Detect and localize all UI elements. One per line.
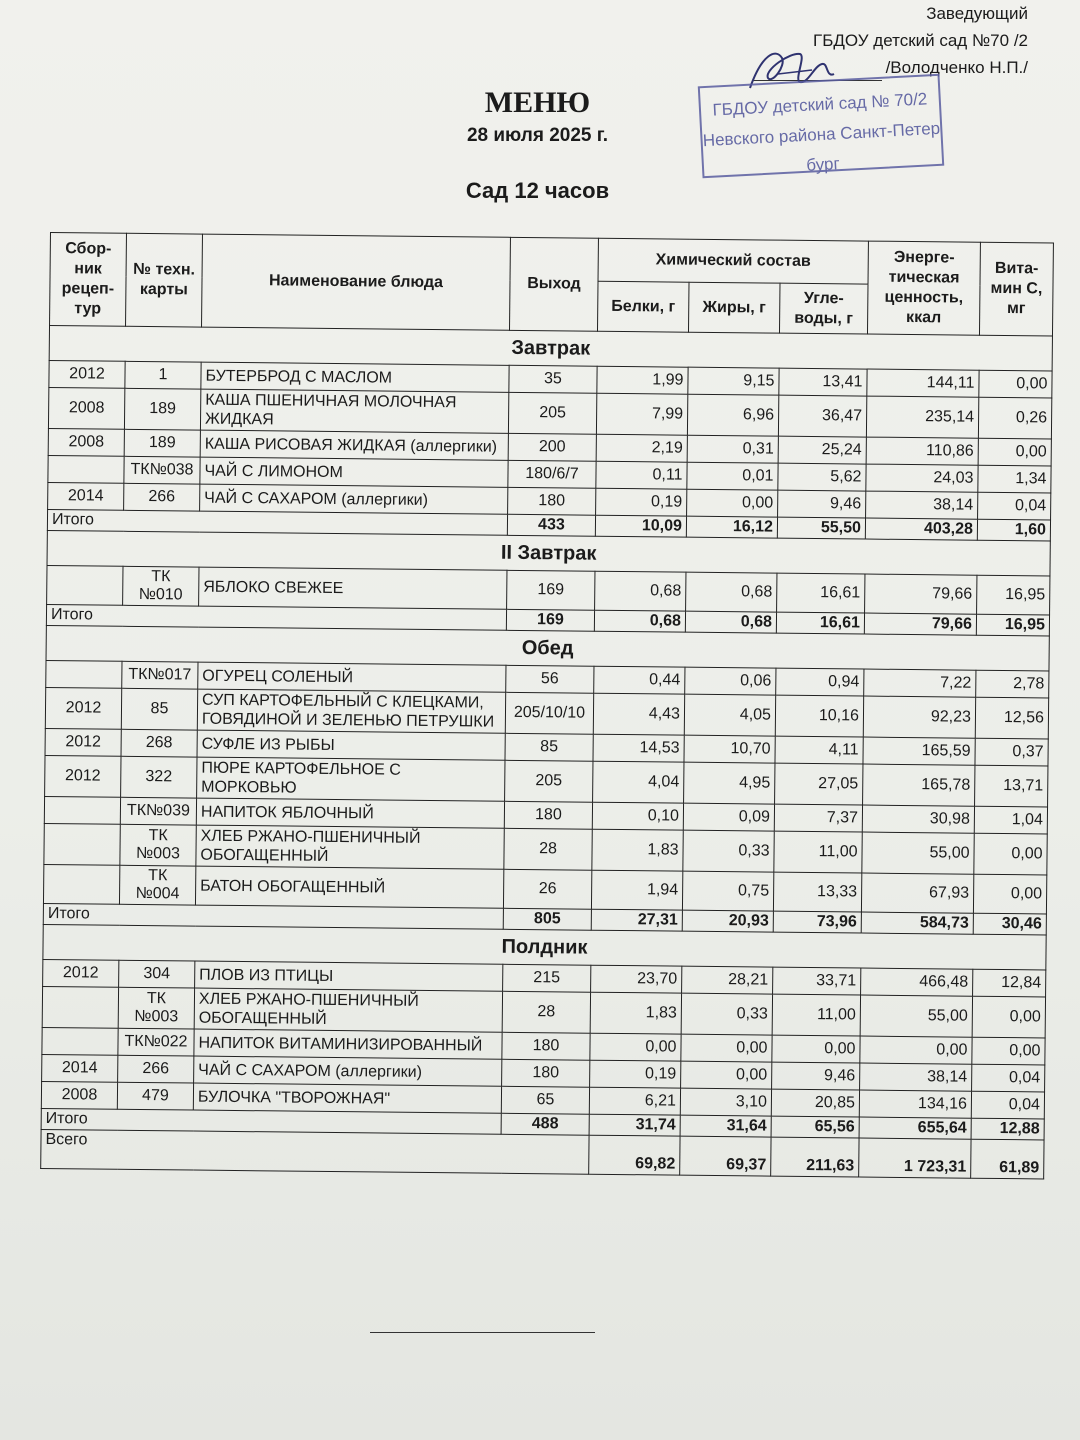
cell-yield: 35 [509,365,597,393]
total-vitc: 1,60 [977,519,1050,541]
col-header-yield: Выход [509,237,598,331]
grand-total-carbs: 211,63 [771,1137,859,1177]
total-vitc: 12,88 [971,1118,1044,1140]
cell-energy: 79,66 [865,574,977,614]
cell-vitc: 0,00 [972,996,1045,1038]
cell-vitc: 0,37 [975,738,1048,766]
cell-collection [44,796,120,824]
cell-carbs: 7,37 [774,804,862,832]
cell-dish: БУТЕРБРОД С МАСЛОМ [201,362,509,392]
cell-dish: СУП КАРТОФЕЛЬНЫЙ С КЛЕЦКАМИ, ГОВЯДИНОЙ И ЗЕЛЕНЬЮ ПЕТРУШКИ [197,689,505,733]
total-label: Итого [46,604,506,630]
cell-carbs: 9,46 [772,1062,860,1090]
cell-energy: 38,14 [866,491,978,519]
cell-card: 479 [117,1082,193,1110]
cell-fat: 0,06 [685,667,776,695]
cell-vitc: 16,95 [977,575,1050,615]
cell-carbs: 11,00 [774,831,862,873]
cell-carbs: 4,11 [775,736,863,764]
cell-card: 189 [124,388,200,430]
cell-fat: 9,15 [688,367,779,395]
total-fat: 31,64 [680,1115,771,1137]
cell-carbs: 5,62 [778,463,866,491]
cell-vitc: 0,26 [978,397,1051,439]
cell-card: 268 [121,729,197,757]
cell-collection: 2012 [45,755,121,797]
cell-vitc: 1,34 [978,465,1051,493]
cell-yield: 180/6/7 [508,460,596,488]
stamp-line-1: ГБДОУ детский сад № 70/2 [712,89,928,120]
total-fat: 16,12 [686,516,777,538]
cell-energy: 92,23 [863,696,975,738]
cell-yield: 169 [507,570,595,610]
cell-fat: 28,21 [682,966,773,994]
cell-energy: 7,22 [864,669,976,697]
section-title: Полдник [43,924,1046,970]
cell-protein: 0,11 [596,461,687,489]
cell-yield: 28 [502,991,590,1033]
menu-table [40,232,1054,1179]
total-yield: 488 [501,1113,589,1135]
cell-protein: 7,99 [596,393,687,435]
cell-vitc: 12,56 [975,697,1048,739]
cell-yield: 200 [508,433,596,461]
cell-dish: ЧАЙ С САХАРОМ (аллергики) [194,1056,502,1086]
cell-protein: 4,04 [593,761,684,803]
cell-vitc: 0,00 [974,833,1047,875]
cell-card: 189 [124,429,200,457]
cell-dish: БАТОН ОБОГАЩЕННЫЙ [195,866,503,908]
cell-yield: 205 [508,392,596,434]
cell-carbs: 10,16 [775,695,863,737]
cell-collection [44,823,120,865]
cell-card: 1 [125,361,201,389]
cell-protein: 0,10 [592,802,683,830]
cell-card: 266 [118,1055,194,1083]
cell-collection [42,1027,118,1055]
cell-yield: 205/10/10 [505,692,593,734]
cell-collection: 2012 [45,728,121,756]
cell-dish: ЧАЙ С ЛИМОНОМ [200,457,508,487]
cell-carbs: 13,41 [779,368,867,396]
cell-dish: БУЛОЧКА "ТВОРОЖНАЯ" [193,1083,501,1113]
cell-yield: 215 [503,964,591,992]
total-label: Итого [43,903,503,929]
total-carbs: 65,56 [771,1116,859,1138]
cell-protein: 14,53 [593,734,684,762]
cell-fat: 0,75 [682,871,773,911]
organization-name: ГБДОУ детский сад №70 /2 [813,31,1028,50]
col-header-dish: Наименование блюда [202,234,511,330]
cell-fat: 10,70 [684,735,775,763]
cell-vitc: 12,84 [973,969,1046,997]
cell-collection: 2014 [42,1054,118,1082]
col-header-fat: Жиры, г [688,282,780,333]
cell-energy: 0,00 [860,1036,972,1064]
total-fat: 20,93 [682,910,773,932]
cell-energy: 165,59 [863,737,975,765]
total-protein: 31,74 [589,1114,680,1136]
total-yield: 433 [507,514,595,536]
cell-fat: 0,01 [687,462,778,490]
group-name: Сад 12 часов [465,178,610,203]
cell-dish: ПЮРЕ КАРТОФЕЛЬНОЕ С МОРКОВЬЮ [197,757,505,801]
grand-total-label: Всего [41,1129,589,1174]
cell-fat: 3,10 [680,1088,771,1116]
cell-collection: 2008 [48,387,124,429]
cell-yield: 56 [506,665,594,693]
cell-vitc: 0,04 [972,1064,1045,1092]
cell-carbs: 9,46 [778,490,866,518]
cell-card: ТК №003 [118,987,194,1029]
cell-fat: 0,68 [686,572,777,612]
total-vitc: 30,46 [973,913,1046,935]
menu-date: 28 июля 2025 г. [466,125,609,146]
cell-dish: НАПИТОК ЯБЛОЧНЫЙ [196,798,504,828]
cell-fat: 4,05 [684,694,775,736]
cell-carbs: 25,24 [778,436,866,464]
cell-energy: 134,16 [859,1090,971,1118]
cell-yield: 205 [505,760,593,802]
cell-protein: 0,19 [596,488,687,516]
cell-yield: 85 [505,733,593,761]
cell-dish: ПЛОВ ИЗ ПТИЦЫ [195,961,503,991]
cell-protein: 4,43 [593,693,684,735]
cell-card: ТК №004 [119,865,195,905]
cell-collection: 2012 [49,360,125,388]
total-label: Итого [47,509,507,535]
cell-protein: 0,19 [590,1060,681,1088]
col-header-carbs: Угле-воды, г [779,283,868,334]
cell-fat: 0,00 [681,1061,772,1089]
cell-dish: КАША ПШЕНИЧНАЯ МОЛОЧНАЯ ЖИДКАЯ [200,389,508,433]
cell-carbs: 27,05 [775,763,863,805]
cell-vitc: 0,00 [973,874,1046,914]
cell-fat: 0,00 [681,1034,772,1062]
cell-protein: 1,99 [597,366,688,394]
cell-yield: 180 [502,1059,590,1087]
cell-carbs: 0,00 [772,1035,860,1063]
cell-vitc: 2,78 [976,670,1049,698]
cell-card: 304 [119,960,195,988]
total-yield: 805 [503,908,591,930]
cell-collection [42,986,118,1028]
cell-protein: 23,70 [591,965,682,993]
cell-collection: 2012 [45,687,121,729]
total-carbs: 55,50 [777,517,865,539]
section-title: II Завтрак [47,530,1050,576]
cell-dish: ХЛЕБ РЖАНО-ПШЕНИЧНЫЙ ОБОГАЩЕННЫЙ [196,825,504,869]
cell-energy: 67,93 [861,873,973,913]
cell-dish: ХЛЕБ РЖАНО-ПШЕНИЧНЫЙ ОБОГАЩЕННЫЙ [194,988,502,1032]
cell-collection: 2012 [43,959,119,987]
cell-fat: 6,96 [687,394,778,436]
cell-carbs: 11,00 [772,994,860,1036]
cell-energy: 55,00 [862,832,974,874]
total-energy: 79,66 [864,613,976,635]
section-title: Завтрак [49,326,1052,372]
total-yield: 169 [506,609,594,631]
total-protein: 0,68 [594,610,685,632]
total-energy: 655,64 [859,1117,971,1139]
total-fat: 0,68 [685,611,776,633]
cell-carbs: 36,47 [778,395,866,437]
col-header-chem: Химический состав [598,238,868,284]
approver-title: Заведующий [926,4,1028,23]
cell-vitc: 0,04 [978,492,1051,520]
cell-card: 266 [124,483,200,511]
cell-protein: 0,44 [594,666,685,694]
cell-fat: 0,33 [683,830,774,872]
cell-dish: ЧАЙ С САХАРОМ (аллергики) [200,484,508,514]
cell-card: ТК №003 [120,824,196,866]
cell-protein: 1,83 [590,992,681,1034]
cell-protein: 1,94 [591,870,682,910]
cell-fat: 0,09 [683,803,774,831]
cell-energy: 30,98 [862,805,974,833]
cell-energy: 466,48 [861,968,973,996]
cell-card: ТК №010 [123,566,199,606]
cell-carbs: 20,85 [771,1089,859,1117]
cell-protein: 0,00 [590,1033,681,1061]
cell-card: ТК№038 [124,456,200,484]
cell-card: ТК№017 [122,661,198,689]
menu-body [41,326,1053,1179]
cell-energy: 55,00 [860,995,972,1037]
total-protein: 27,31 [591,909,682,931]
cell-yield: 180 [504,801,592,829]
cell-yield: 28 [504,828,592,870]
grand-total-energy: 1 723,31 [859,1138,971,1178]
cell-collection: 2008 [41,1081,117,1109]
cell-dish: ЯБЛОКО СВЕЖЕЕ [199,567,507,609]
cell-energy: 235,14 [866,396,978,438]
cell-card: ТК№039 [120,797,196,825]
cell-fat: 4,95 [684,762,775,804]
cell-protein: 2,19 [596,434,687,462]
col-header-protein: Белки, г [597,281,689,332]
col-header-collection: Сбор-ник рецеп-тур [50,233,127,327]
footer-line [370,1332,595,1333]
approver-name: /Володченко Н.П./ [885,58,1028,77]
total-energy: 584,73 [861,912,973,934]
col-header-vitc: Вита-мин С, мг [979,242,1053,336]
cell-yield: 26 [503,869,591,909]
stamp-line-2: Невского района Санкт-Петер бург [702,118,941,175]
cell-protein: 1,83 [592,829,683,871]
cell-vitc: 0,00 [972,1037,1045,1065]
cell-vitc: 1,04 [974,806,1047,834]
cell-carbs: 16,61 [777,573,865,613]
cell-dish: ОГУРЕЦ СОЛЕНЫЙ [198,662,506,692]
cell-collection [46,660,122,688]
cell-energy: 38,14 [860,1063,972,1091]
total-vitc: 16,95 [976,614,1049,636]
total-carbs: 16,61 [776,612,864,634]
cell-carbs: 33,71 [773,967,861,995]
grand-total-vitc: 61,89 [971,1139,1044,1179]
cell-card: ТК№022 [118,1028,194,1056]
total-energy: 403,28 [865,518,977,540]
cell-carbs: 0,94 [776,668,864,696]
cell-collection: 2008 [48,428,124,456]
cell-vitc: 0,04 [971,1091,1044,1119]
grand-total-fat: 69,37 [680,1136,771,1176]
cell-dish: КАША РИСОВАЯ ЖИДКАЯ (аллергики) [200,430,508,460]
cell-card: 322 [121,756,197,798]
section-title: Обед [46,625,1049,671]
cell-collection [43,864,119,904]
col-header-energy: Энерге-тическая ценность, ккал [867,241,980,335]
cell-energy: 165,78 [863,764,975,806]
total-label: Итого [41,1108,501,1134]
cell-vitc: 0,00 [978,438,1051,466]
cell-yield: 180 [502,1032,590,1060]
cell-dish: НАПИТОК ВИТАМИНИЗИРОВАННЫЙ [194,1029,502,1059]
cell-protein: 0,68 [595,571,686,611]
cell-collection [48,455,124,483]
cell-fat: 0,33 [681,993,772,1035]
cell-collection: 2014 [48,482,124,510]
cell-yield: 65 [501,1086,589,1114]
cell-dish: СУФЛЕ ИЗ РЫБЫ [197,730,505,760]
total-carbs: 73,96 [773,911,861,933]
cell-vitc: 13,71 [975,765,1048,807]
page-title: МЕНЮ [484,86,591,119]
cell-energy: 144,11 [867,369,979,397]
cell-vitc: 0,00 [979,370,1052,398]
cell-fat: 0,31 [687,435,778,463]
cell-energy: 110,86 [866,437,978,465]
cell-card: 85 [121,688,197,730]
cell-protein: 6,21 [589,1087,680,1115]
col-header-card: № техн. карты [126,233,203,327]
cell-fat: 0,00 [687,489,778,517]
cell-collection [47,565,123,605]
cell-carbs: 13,33 [773,872,861,912]
grand-total-protein: 69,82 [589,1135,680,1175]
total-protein: 10,09 [595,515,686,537]
cell-yield: 180 [508,487,596,515]
cell-energy: 24,03 [866,464,978,492]
